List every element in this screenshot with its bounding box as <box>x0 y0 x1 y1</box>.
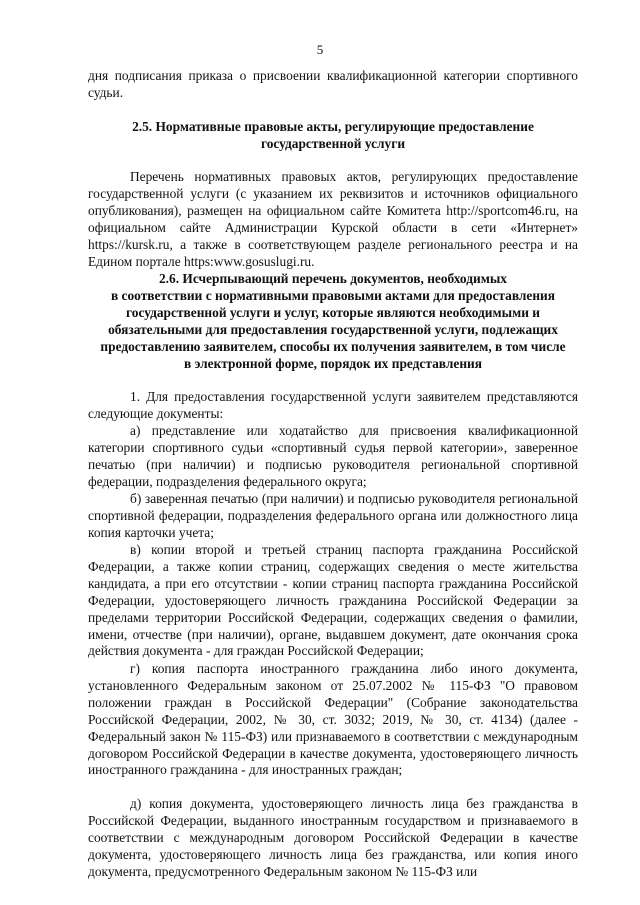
section-2-6-heading <box>88 271 578 372</box>
heading-line: 2.6. Исчерпывающий перечень документов, необходимых <box>158 271 507 286</box>
heading-line: в электронной форме, порядок их представления <box>184 355 482 371</box>
paragraph-item-v: в) копии второй и третьей страниц паспорта гражданина Российской Федерации, а также копии страниц, содержащих сведения о месте жительства кандидата, а при его отсутствии - копии страниц паспорта гражданина Российской Федерации, удостоверяющего личность гражданина Российской Федерации за пределами территории Российской Федерации, содержащих сведения о фамилии, имени, отчестве (при наличии), органе, выдавшем документ, дате окончания срока действия документа - для граждан Российской Федерации; <box>88 542 578 659</box>
heading-line: в соответствии с нормативными правовыми актами для предоставления <box>110 287 556 303</box>
paragraph-item-1: 1. Для предоставления государственной услуги заявителем представляются следующие документы: <box>88 389 578 421</box>
heading-line: государственной услуги и услуг, которые являются необходимыми и <box>126 304 540 320</box>
heading-line: государственной услуги <box>260 135 406 151</box>
heading-line: предоставлению заявителем, способы их получения заявителем, в том числе <box>100 338 566 354</box>
page-number: 5 <box>316 42 324 57</box>
paragraph-item-g: г) копия паспорта иностранного гражданина либо иного документа, установленного Федеральным законом от 25.07.2002 № 115-ФЗ "О правовом положении граждан в Российской Федерации" (Собрание законодательства Российской Федерации, 2002, № 30, ст. 3032; 2019, № 30, ст. 4134) (далее - Федеральный закон № 115-ФЗ) или признаваемого в соответствии с международным договором Российской Федерации в качестве документа, удостоверяющего личность иностранного гражданина - для иностранных граждан; <box>88 661 578 778</box>
heading-line: 2.5. Нормативные правовые акты, регулирующие предоставление <box>132 119 534 134</box>
section-2-5-paragraph: Перечень нормативных правовых актов, регулирующих предоставление государственной услуги (с указанием их реквизитов и источников официального опубликования), размещен на официальном сайте Комитета http://sportcom46.ru, на официальном сайте Администрации Курской области в сети «Интернет» https://kursk.ru, а также в соответствующем разделе регионального реестра и на Едином портале https:www.gosuslugi.ru. <box>88 169 578 269</box>
paragraph-item-a: а) представление или ходатайство для присвоения квалификационной категории спортивного судьи «спортивный судья первой категории», заверенное печатью (при наличии) и подписью руководителя региональной спортивной федерации, подразделения федерального округа; <box>88 423 578 489</box>
paragraph-item-d: д) копия документа, удостоверяющего личность лица без гражданства в Российской Федерации, выданного иностранным государством и признаваемого в соответствии с международным договором Российской Федерации в качестве документа, удостоверяющего личность лица без гражданства, или копия иного документа, предусмотренного Федеральным законом № 115-ФЗ или <box>88 796 578 879</box>
paragraph-item-b: б) заверенная печатью (при наличии) и подписью руководителя региональной спортивной федерации, подразделения федерального органа или должностного лица копия карточки учета; <box>88 491 578 540</box>
heading-line: обязательными для предоставления государственной услуги, подлежащих <box>108 321 558 337</box>
intro-paragraph: дня подписания приказа о присвоении квалификационной категории спортивного судьи. <box>88 68 578 100</box>
section-2-5-heading <box>88 119 578 153</box>
